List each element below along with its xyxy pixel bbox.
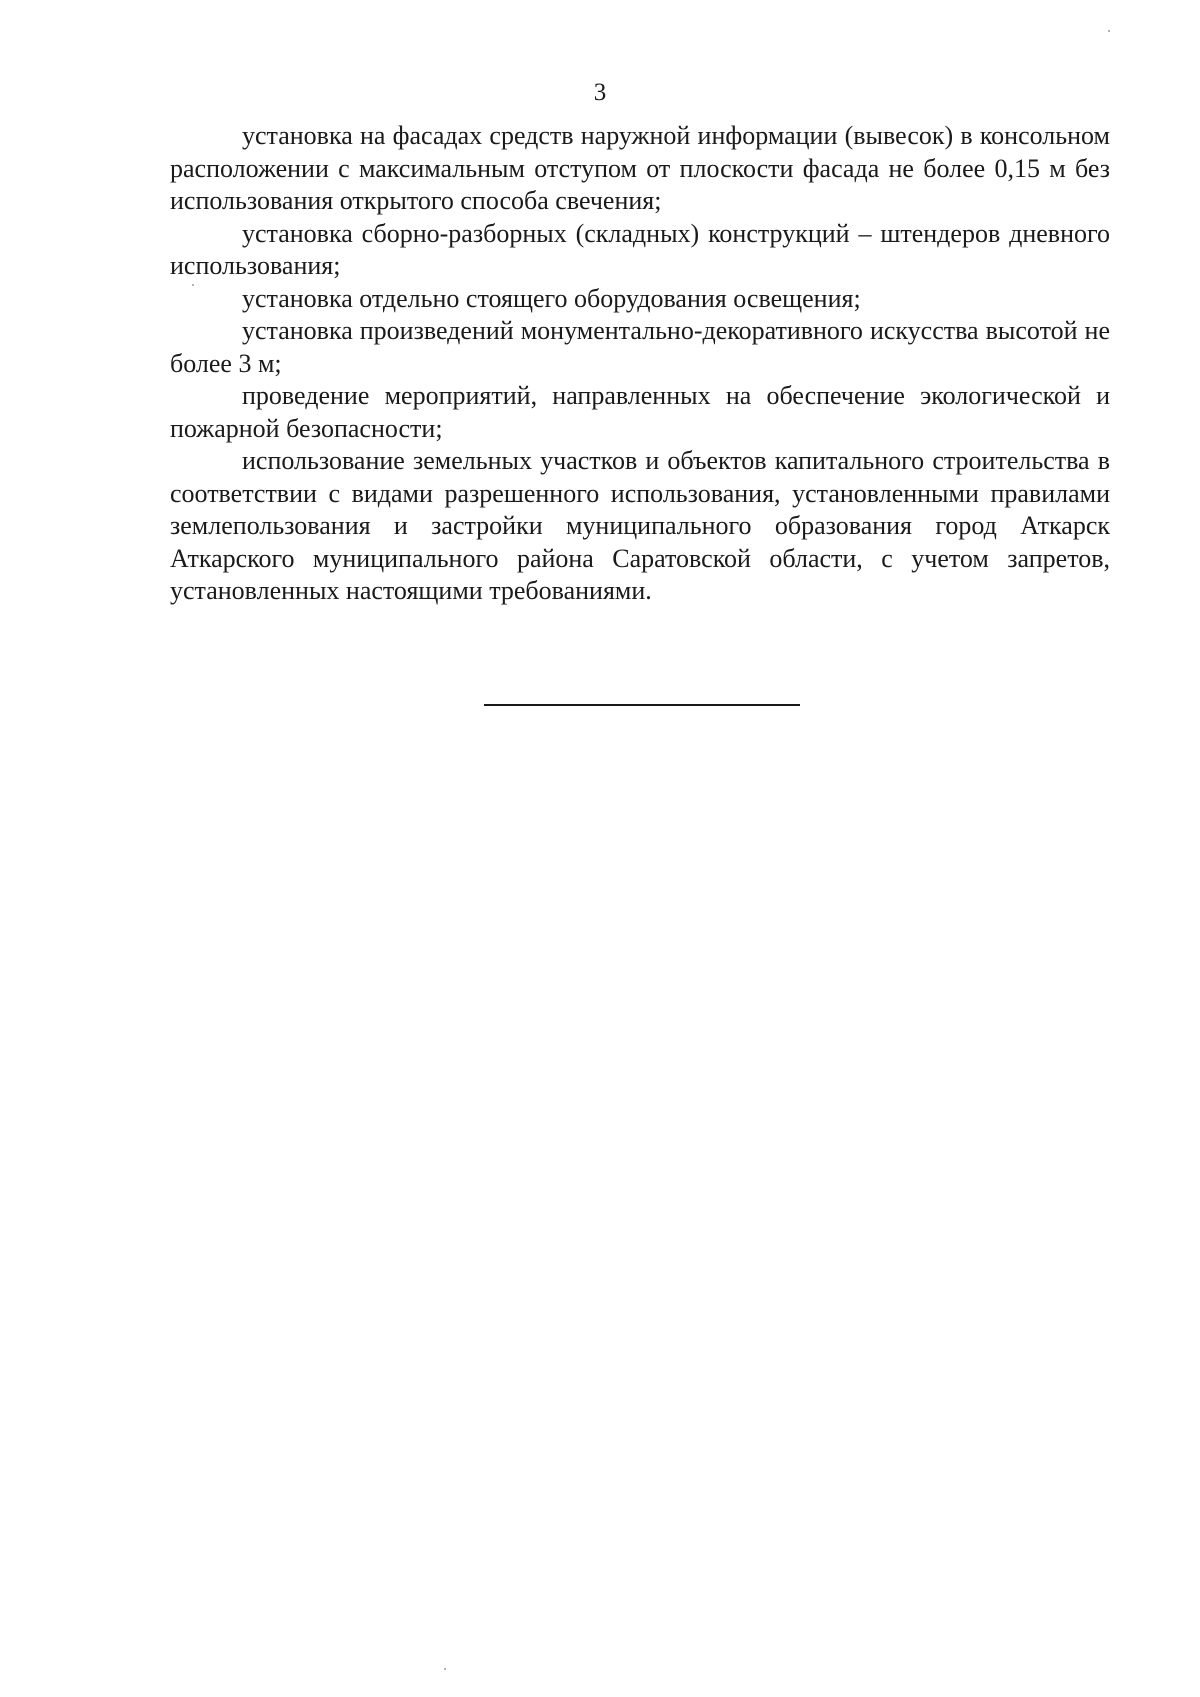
paragraph-facade-signage: установка на фасадах средств наружной информации (вывесок) в консольном расположении с максимальным отступом от плоскости фасада не более 0,15 м без использования открытого способа свечения; bbox=[170, 121, 1110, 215]
document-body bbox=[170, 120, 1110, 608]
scan-speck bbox=[444, 1668, 446, 1670]
paragraph-lighting-equipment: установка отдельно стоящего оборудования освещения; bbox=[242, 283, 861, 313]
page-number: 3 bbox=[593, 79, 607, 106]
paragraph-safety-measures: проведение мероприятий, направленных на обеспечение экологической и пожарной безопасности; bbox=[170, 381, 1110, 443]
paragraph-monumental-art: установка произведений монументально-декоративного искусства высотой не более 3 м; bbox=[170, 316, 1110, 378]
scan-speck bbox=[1108, 30, 1110, 32]
end-separator-line bbox=[484, 704, 800, 706]
paragraph-folding-structures: установка сборно-разборных (складных) конструкций – штендеров дневного использования; bbox=[170, 218, 1110, 280]
scan-speck bbox=[192, 284, 194, 286]
paragraph-land-use: использование земельных участков и объектов капитального строительства в соответствии с видами разрешенного использования, установленными правилами землепользования и застройки муниципального образования город Аткарск Аткарского муниципального района Саратовской области, с учетом запретов, установленных настоящими требованиями. bbox=[170, 446, 1110, 605]
